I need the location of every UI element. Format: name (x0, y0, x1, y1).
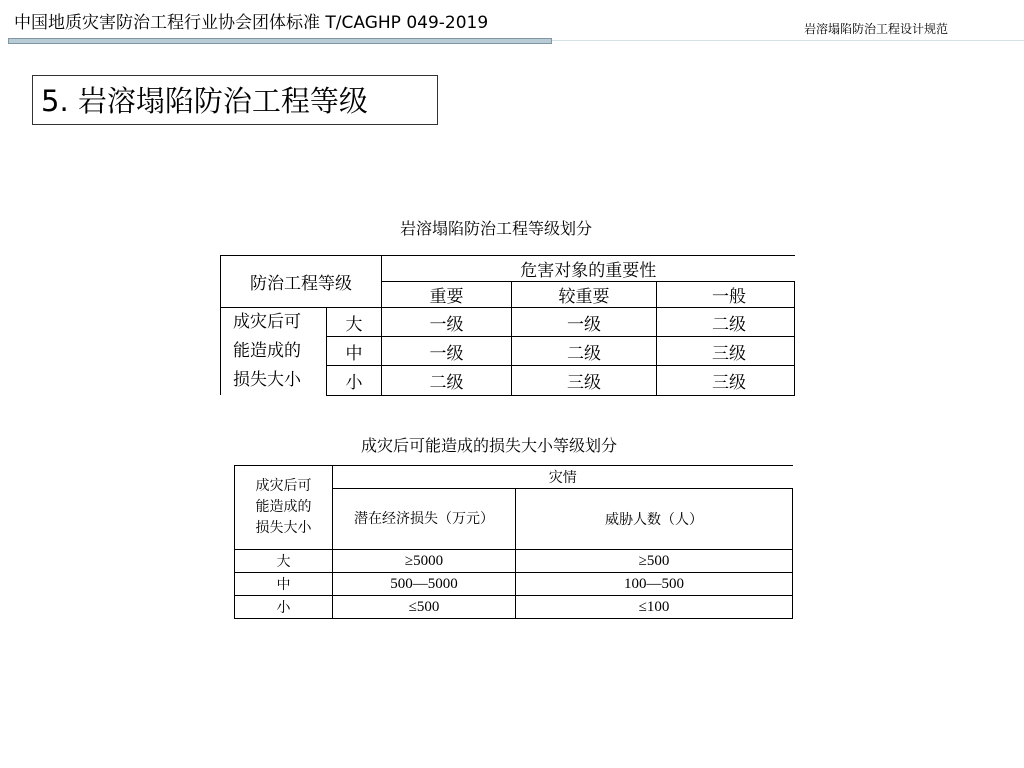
grade-cell: 一级 (512, 308, 657, 337)
row-size-large: 大 (235, 550, 333, 573)
table2-caption: 成灾后可能造成的损失大小等级划分 (361, 436, 618, 455)
threatened-people-header: 威胁人数（人） (516, 489, 793, 550)
header-bar (8, 38, 552, 44)
table1-caption: 岩溶塌陷防治工程等级划分 (400, 219, 593, 238)
row-size-small: 小 (327, 366, 382, 395)
loss-table (234, 465, 793, 619)
importance-col-important: 重要 (382, 282, 512, 308)
disaster-header: 灾情 (333, 466, 793, 489)
importance-col-general: 一般 (657, 282, 795, 308)
loss-size-line-2: 能造成的 (233, 341, 301, 361)
loss-value: ≥5000 (333, 550, 516, 573)
grade-cell: 一级 (382, 308, 512, 337)
row-size-small: 小 (235, 596, 333, 619)
grade-header: 防治工程等级 (221, 256, 382, 308)
importance-col-fairly-important: 较重要 (512, 282, 657, 308)
row-size-medium: 中 (235, 573, 333, 596)
row-size-medium: 中 (327, 337, 382, 366)
grade-table (220, 255, 795, 396)
grade-cell: 三级 (657, 337, 795, 366)
header-standard-text: 中国地质灾害防治工程行业协会团体标准 T/CAGHP 049-2019 (14, 13, 489, 33)
grade-cell: 三级 (512, 366, 657, 395)
loss-size-line-1: 成灾后可 (233, 312, 301, 332)
loss-value: ≤500 (333, 596, 516, 619)
loss-size-line-1: 成灾后可 (255, 478, 312, 494)
people-value: 100—500 (516, 573, 793, 596)
loss-size-line-2: 能造成的 (255, 499, 312, 515)
grade-cell: 一级 (382, 337, 512, 366)
grade-cell: 二级 (382, 366, 512, 395)
row-size-large: 大 (327, 308, 382, 337)
people-value: ≤100 (516, 596, 793, 619)
loss-size-line-3: 损失大小 (255, 520, 312, 536)
header-divider (552, 40, 1024, 41)
loss-size-line-3: 损失大小 (233, 370, 301, 390)
people-value: ≥500 (516, 550, 793, 573)
section-title: 5. 岩溶塌陷防治工程等级 (32, 75, 438, 125)
grade-cell: 三级 (657, 366, 795, 395)
grade-cell: 二级 (512, 337, 657, 366)
importance-header: 危害对象的重要性 (382, 256, 795, 282)
header-doc-title: 岩溶塌陷防治工程设计规范 (804, 22, 949, 36)
loss-size-label (221, 308, 327, 396)
loss-value: 500—5000 (333, 573, 516, 596)
loss-size-label (235, 466, 333, 550)
economic-loss-header: 潜在经济损失（万元） (333, 489, 516, 550)
grade-cell: 二级 (657, 308, 795, 337)
